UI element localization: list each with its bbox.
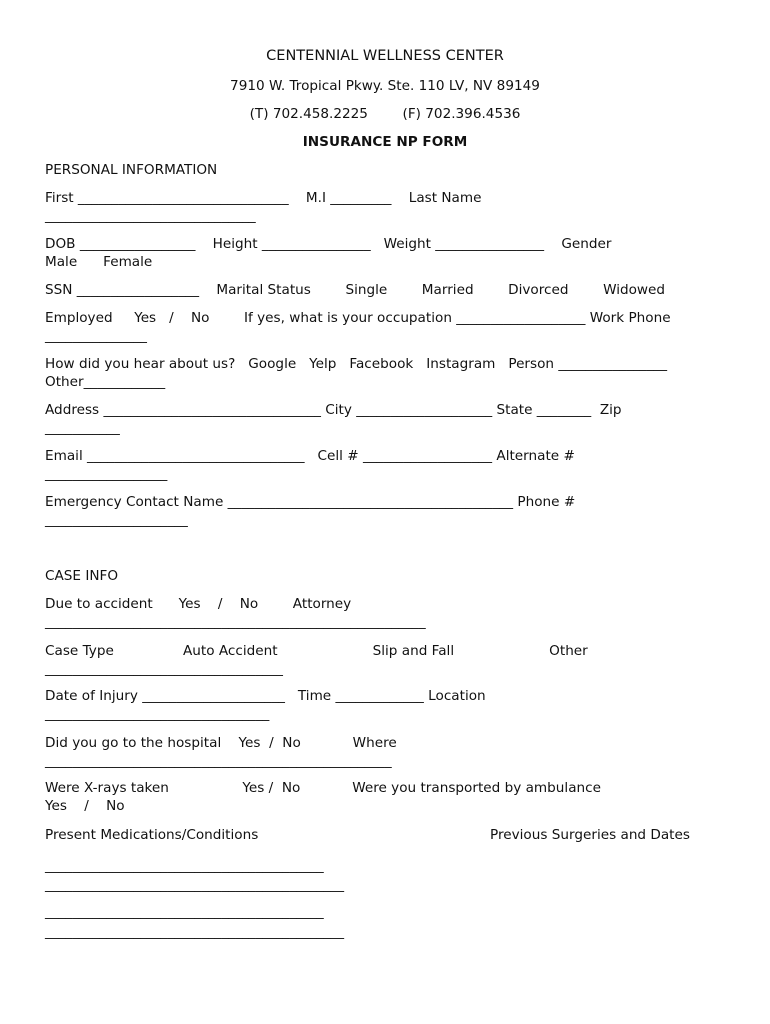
surgeries-label: Previous Surgeries and Dates — [490, 827, 690, 843]
alternate-phone-blank: __________________ — [45, 466, 168, 482]
location-blank: _________________________________ — [45, 706, 270, 722]
employment-fields: Employed Yes / No If yes, what is your occupation ___________________ Work Phone — [45, 310, 671, 326]
attorney-blank: ________________________________________________________ — [45, 614, 426, 630]
email-phone-fields: Email ________________________________ Cell # ___________________ Alternate # — [45, 448, 575, 464]
emergency-phone-blank: _____________________ — [45, 512, 188, 528]
last-name-blank: _______________________________ — [45, 208, 256, 224]
accident-attorney-fields: Due to accident Yes / No Attorney — [45, 596, 352, 612]
personal-info-heading: PERSONAL INFORMATION — [45, 162, 218, 178]
referral-other-blank: Other____________ — [45, 374, 166, 390]
case-type-other-blank: ___________________________________ — [45, 661, 283, 677]
emergency-contact-fields: Emergency Contact Name __________________________________________ Phone # — [45, 494, 576, 510]
address-fields: Address ________________________________ City ____________________ State ________ Zip — [45, 402, 622, 418]
injury-date-time-location-fields: Date of Injury _____________________ Time _____________ Location — [45, 688, 486, 704]
org-phones: (T) 702.458.2225 (F) 702.396.4536 — [249, 106, 521, 122]
form-title: INSURANCE NP FORM — [302, 134, 468, 150]
case-type-options: Case Type Auto Accident Slip and Fall Other — [45, 643, 588, 659]
gender-options: Male Female — [45, 254, 153, 270]
dob-height-weight-gender-fields: DOB _________________ Height ________________ Weight ________________ Gender — [45, 236, 612, 252]
name-fields: First _______________________________ M.I _________ Last Name — [45, 190, 482, 206]
org-name: CENTENNIAL WELLNESS CENTER — [266, 48, 504, 64]
org-address: 7910 W. Tropical Pkwy. Ste. 110 LV, NV 89149 — [230, 78, 540, 94]
case-info-heading: CASE INFO — [45, 568, 119, 584]
referral-source-fields: How did you hear about us? Google Yelp Facebook Instagram Person ________________ — [45, 356, 668, 372]
xray-ambulance-fields: Were X-rays taken Yes / No Were you transported by ambulance — [45, 780, 601, 796]
blank-line: _________________________________________ — [45, 858, 324, 874]
work-phone-blank: _______________ — [45, 328, 147, 344]
medications-label: Present Medications/Conditions — [45, 827, 259, 843]
ssn-marital-status-fields: SSN __________________ Marital Status Single Married Divorced Widowed — [45, 282, 666, 298]
blank-line: _________________________________________ — [45, 904, 324, 920]
ambulance-answer: Yes / No — [45, 798, 125, 814]
blank-line: ____________________________________________ — [45, 877, 345, 893]
blank-line: ____________________________________________ — [45, 924, 345, 940]
zip-blank: ___________ — [45, 420, 120, 436]
hospital-fields: Did you go to the hospital Yes / No Where — [45, 735, 397, 751]
hospital-where-blank: ___________________________________________________ — [45, 753, 392, 769]
